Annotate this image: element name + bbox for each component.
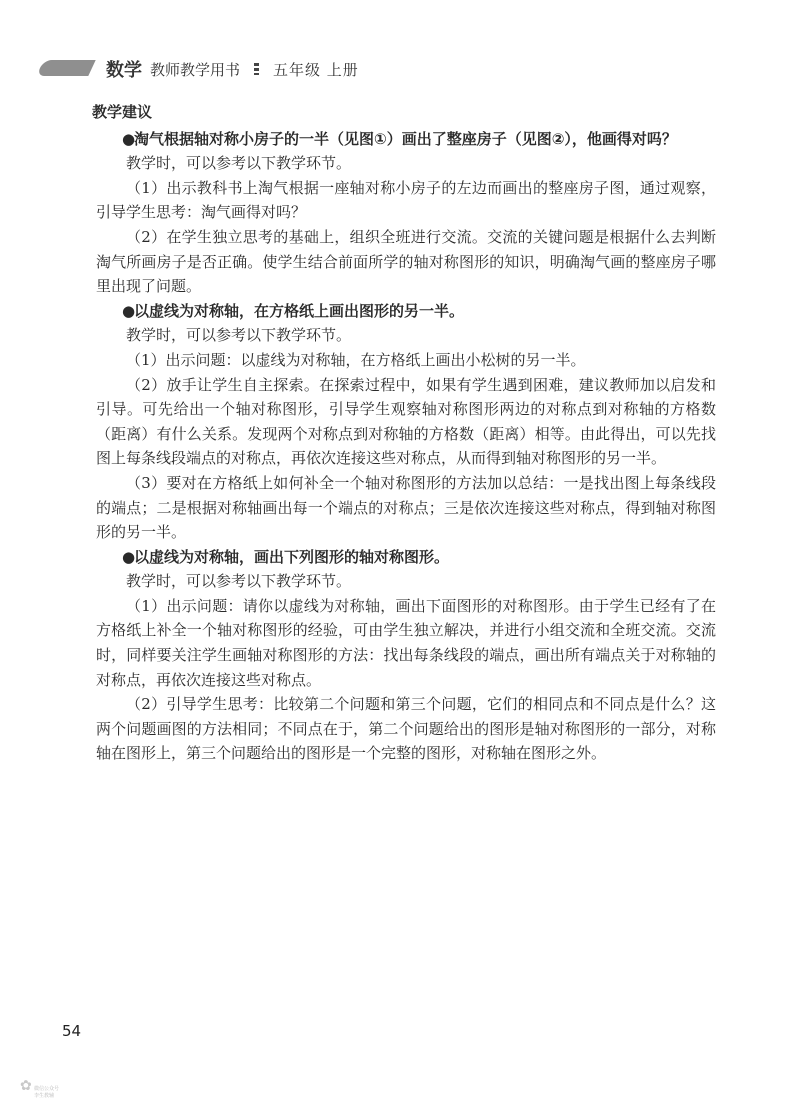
bullet-heading: [96, 299, 716, 324]
bullet-dot-icon: ●: [122, 129, 136, 148]
bullet-text: 淘气根据轴对称小房子的一半（见图①）画出了整座房子（见图②），他画得对吗？: [134, 129, 677, 148]
bullet-text: 以虚线为对称轴，画出下列图形的轴对称图形。: [134, 547, 450, 566]
bullet-heading: [96, 127, 716, 152]
content-blocks: [96, 127, 716, 766]
paragraph: （1）出示问题：请你以虚线为对称轴，画出下面图形的对称图形。由于学生已经有了在方格纸上补全一个轴对称图形的经验，可由学生独立解决，并进行小组交流和全班交流。交流时，同样要关注学生画轴对称图形的方法：找出每条线段的端点，画出所有端点关于对称轴的对称点，再依次连接这些对称点。: [96, 596, 716, 689]
header-grade: 五年级 上册: [273, 60, 359, 79]
paragraph: （1）出示教科书上淘气根据一座轴对称小房子的左边而画出的整座房子图，通过观察，引导学生思考：淘气画得对吗？: [96, 178, 716, 222]
paragraph: （1）出示问题：以虚线为对称轴，在方格纸上画出小松树的另一半。: [126, 350, 586, 369]
header-book-title: 教师教学用书: [150, 60, 241, 79]
paragraph: （2）在学生独立思考的基础上，组织全班进行交流。交流的关键问题是根据什么去判断淘气所画房子是否正确。使学生结合前面所学的轴对称图形的知识，明确淘气画的整座房子哪里出现了问题。: [96, 227, 716, 296]
watermark-line-2: 李生教辅: [34, 1093, 55, 1099]
watermark-line-1: 微信公众号: [34, 1086, 60, 1092]
paragraph: 教学时，可以参考以下教学环节。: [126, 154, 352, 173]
section-title: 教学建议: [92, 103, 153, 121]
watermark: [34, 1086, 74, 1100]
header-subject: 数学: [106, 60, 142, 81]
paragraph: （3）要对在方格纸上如何补全一个轴对称图形的方法加以总结：一是找出图上每条线段的端点；二是根据对称轴画出每一个端点的对称点；三是依次连接这些对称点，得到轴对称图形的另一半。: [96, 473, 716, 542]
page-number: 54: [62, 1022, 82, 1040]
header-tab-decoration: [36, 60, 95, 76]
watermark-icon: ✿: [20, 1078, 32, 1094]
paragraph: （2）引导学生思考：比较第二个问题和第三个问题，它们的相同点和不同点是什么？这两个问题画图的方法相同；不同点在于，第二个问题给出的图形是轴对称图形的一部分，对称轴在图形上，第三个问题给出的图形是一个完整的图形，对称轴在图形之外。: [96, 695, 716, 763]
header-separator: [254, 60, 259, 78]
bullet-dot-icon: ●: [122, 301, 136, 320]
bullet-text: 以虚线为对称轴，在方格纸上画出图形的另一半。: [134, 301, 465, 320]
paragraph: （2）放手让学生自主探索。在探索过程中，如果有学生遇到困难，建议教师加以启发和引导。可先给出一个轴对称图形，引导学生观察轴对称图形两边的对称点到对称轴的方格数（距离）有什么关系。发现两个对称点到对称轴的方格数（距离）相等。由此得出，可以先找图上每条线段端点的对称点，再依次连接这些对称点，从而得到轴对称图形的另一半。: [96, 375, 716, 468]
paragraph: 教学时，可以参考以下教学环节。: [126, 572, 352, 591]
bullet-dot-icon: ●: [122, 547, 136, 566]
main-content: [92, 100, 716, 766]
bullet-heading: [96, 545, 716, 570]
running-header: [106, 56, 359, 82]
paragraph: 教学时，可以参考以下教学环节。: [126, 326, 352, 345]
